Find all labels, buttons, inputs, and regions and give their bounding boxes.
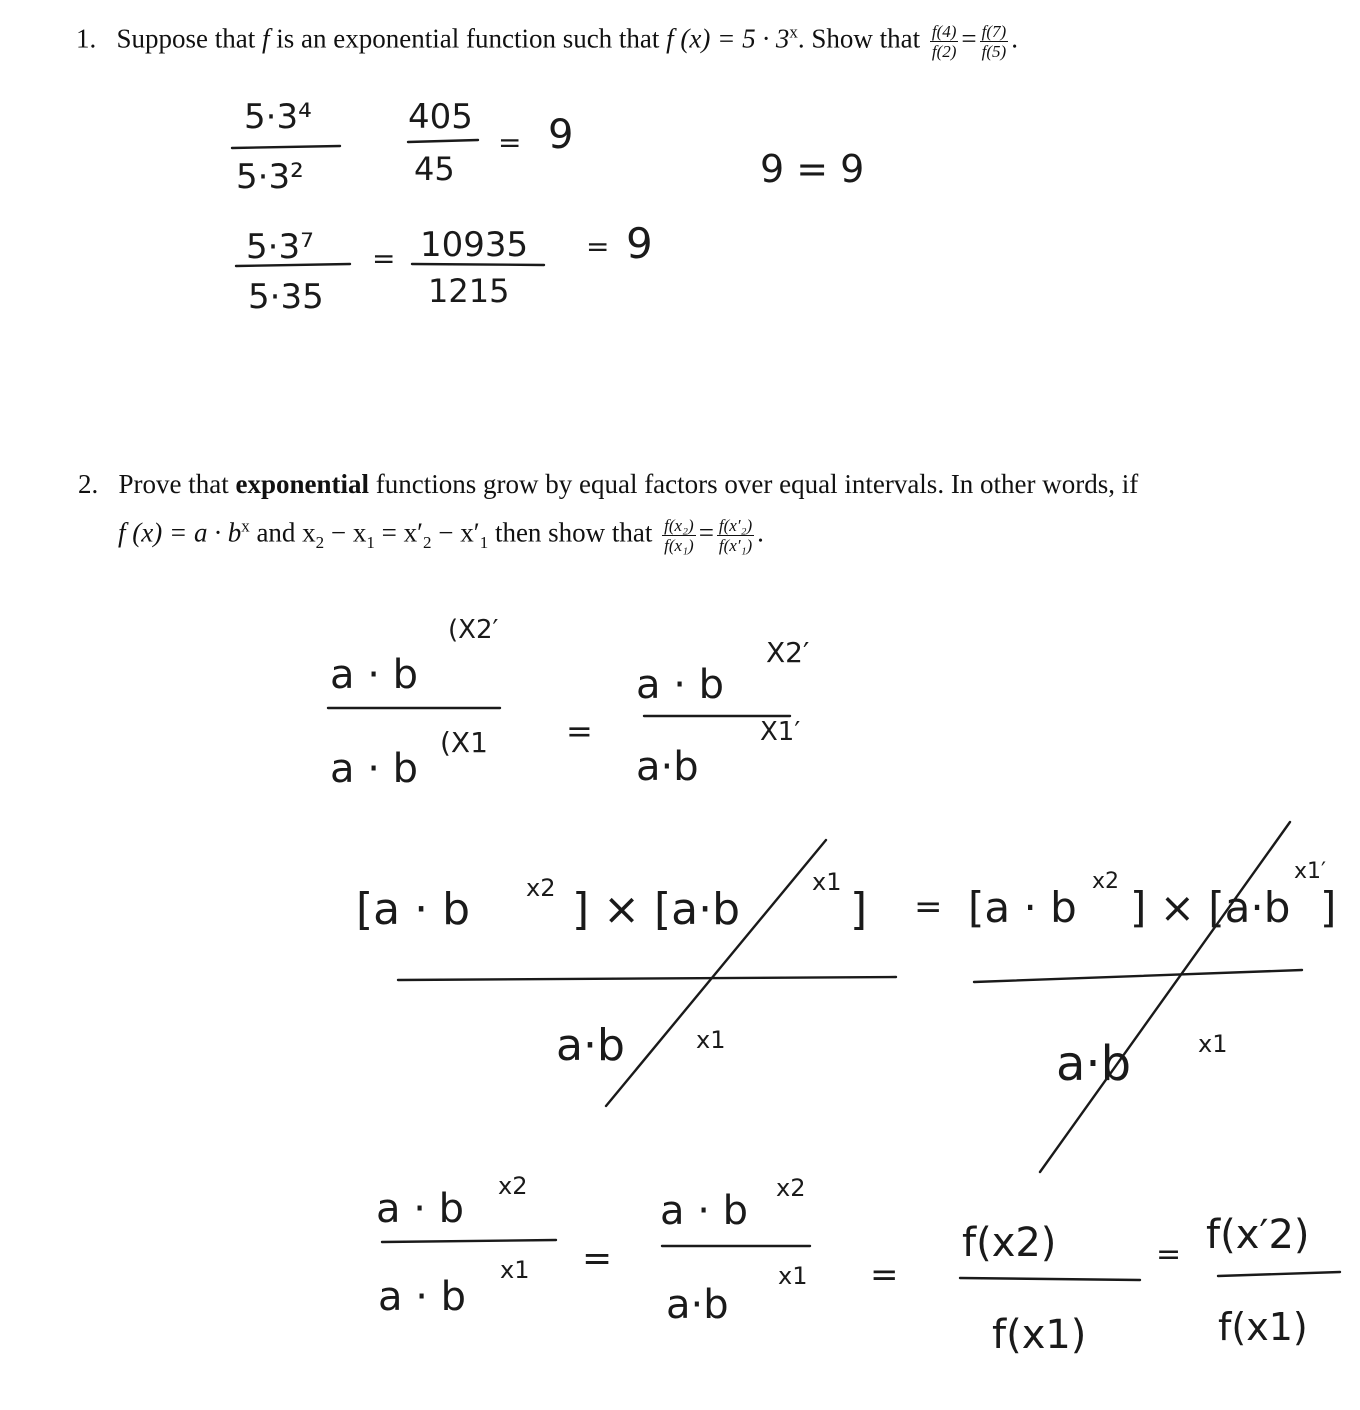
fraction-bar bbox=[412, 264, 544, 265]
svg-text:f(x′2): f(x′2) bbox=[1206, 1212, 1310, 1258]
fraction-f4-f2: $\frac{f(4)}{f(2)}$ bbox=[931, 22, 957, 61]
svg-text:=: = bbox=[914, 887, 943, 927]
svg-text:a·b: a·b bbox=[636, 744, 699, 790]
fraction-bar bbox=[398, 977, 896, 980]
svg-text:a · b: a · b bbox=[636, 662, 725, 708]
problem-1-number: 1. bbox=[76, 23, 97, 54]
svg-text:x2: x2 bbox=[498, 1172, 528, 1200]
svg-text:x2: x2 bbox=[526, 874, 556, 902]
hw-text: 405 bbox=[408, 97, 473, 137]
hw-text: 5·3² bbox=[236, 157, 304, 197]
hw-text: 10935 bbox=[420, 225, 529, 265]
problem-1-statement: 1. Suppose that f is an exponential function such that f $(x) = 5 \cdot 3^x$. Show that $\frac{f(4)}{f(2)}$ = $\frac{f(7)}{f(5)}$ . bbox=[76, 22, 1018, 61]
svg-text:=: = bbox=[1156, 1237, 1182, 1272]
svg-text:x2: x2 bbox=[1092, 869, 1120, 894]
problem-2-number: 2. bbox=[78, 469, 99, 499]
svg-text:] × [a·b: ] × [a·b bbox=[1130, 883, 1291, 932]
svg-text:f(x1): f(x1) bbox=[1218, 1305, 1308, 1349]
svg-text:=: = bbox=[566, 712, 593, 750]
svg-text:(X2′: (X2′ bbox=[448, 615, 499, 645]
fraction-bar bbox=[960, 1278, 1140, 1280]
fraction-bar bbox=[232, 146, 340, 148]
svg-text:x1: x1 bbox=[1198, 1030, 1228, 1058]
hw-text: 1215 bbox=[428, 272, 510, 310]
hw-text: 45 bbox=[414, 150, 455, 188]
hw-text: 9 bbox=[626, 219, 653, 268]
hw-text: 5·3⁷ bbox=[246, 227, 314, 267]
svg-text:=: = bbox=[870, 1255, 899, 1295]
svg-text:] × [a·b: ] × [a·b bbox=[572, 884, 741, 935]
fraction-bar bbox=[1218, 1272, 1340, 1276]
svg-text:f(x2): f(x2) bbox=[962, 1220, 1057, 1266]
fraction-bar bbox=[408, 140, 478, 142]
svg-text:a · b: a · b bbox=[330, 746, 419, 792]
fraction-f7-f5: $\frac{f(7)}{f(5)}$ bbox=[981, 22, 1007, 61]
fraction-bar bbox=[382, 1240, 556, 1242]
svg-text:x1: x1 bbox=[812, 868, 842, 896]
svg-text:a·b: a·b bbox=[1056, 1036, 1132, 1092]
svg-text:x1′: x1′ bbox=[1294, 859, 1327, 884]
cancel-strike bbox=[606, 840, 826, 1106]
svg-text:X1′: X1′ bbox=[760, 717, 801, 747]
hw-text: 5·3⁴ bbox=[244, 97, 312, 137]
hw-p2-line1 bbox=[328, 615, 809, 792]
cancel-strike bbox=[1040, 822, 1290, 1172]
problem-2-statement-line1: 2. Prove that exponential functions grow by equal factors over equal intervals. In other words, if bbox=[78, 469, 1139, 499]
svg-text:(X1: (X1 bbox=[440, 726, 488, 759]
hw-text: = bbox=[498, 126, 522, 159]
fraction-bar bbox=[974, 970, 1302, 982]
svg-text:]: ] bbox=[1320, 883, 1337, 932]
svg-text:x1: x1 bbox=[500, 1256, 530, 1284]
svg-text:a · b: a · b bbox=[376, 1186, 465, 1232]
svg-text:a·b: a·b bbox=[666, 1282, 729, 1328]
svg-text:[a · b: [a · b bbox=[968, 883, 1077, 932]
svg-text:f(x1): f(x1) bbox=[992, 1312, 1087, 1358]
svg-text:x1: x1 bbox=[696, 1026, 726, 1054]
svg-text:a · b: a · b bbox=[660, 1188, 749, 1234]
hw-p2-line2 bbox=[356, 822, 1336, 1172]
svg-text:X2′: X2′ bbox=[766, 636, 810, 669]
hw-p2-line3 bbox=[376, 1172, 1340, 1358]
svg-text:a · b: a · b bbox=[378, 1274, 467, 1320]
svg-text:a·b: a·b bbox=[556, 1020, 625, 1071]
hw-text: = bbox=[372, 242, 396, 275]
svg-text:[a · b: [a · b bbox=[356, 884, 471, 935]
svg-text:]: ] bbox=[850, 884, 868, 935]
fraction-fx2p-fx1p: $\frac{\text{f(x′₂)}}{\text{f(x′₁)}}$ bbox=[718, 516, 753, 555]
fraction-fx2-fx1: $\frac{\text{f(x₂)}}{\text{f(x₁)}}$ bbox=[664, 516, 694, 555]
svg-text:x1: x1 bbox=[778, 1262, 808, 1290]
hw-p1-line1 bbox=[232, 97, 864, 197]
hw-text: 9 = 9 bbox=[760, 147, 865, 191]
svg-text:x2: x2 bbox=[776, 1174, 806, 1202]
hw-text: = bbox=[586, 230, 610, 263]
hw-text: 9 bbox=[548, 112, 574, 158]
hw-text: 5·35 bbox=[248, 277, 324, 317]
hw-p1-line2 bbox=[236, 219, 653, 317]
problem-2-statement-line2: f $(x) = a \cdot b^x$ and $x_2 - x_1 = x'_2 - x'_1$ then show that $\frac{\text{f(x₂)}}{\text{f(x₁)}}$ = $\frac{\text{f(x′₂)}}{\text{f(x′₁)}}$ . bbox=[118, 516, 764, 555]
svg-text:a · b: a · b bbox=[330, 652, 419, 698]
svg-text:=: = bbox=[582, 1238, 613, 1279]
